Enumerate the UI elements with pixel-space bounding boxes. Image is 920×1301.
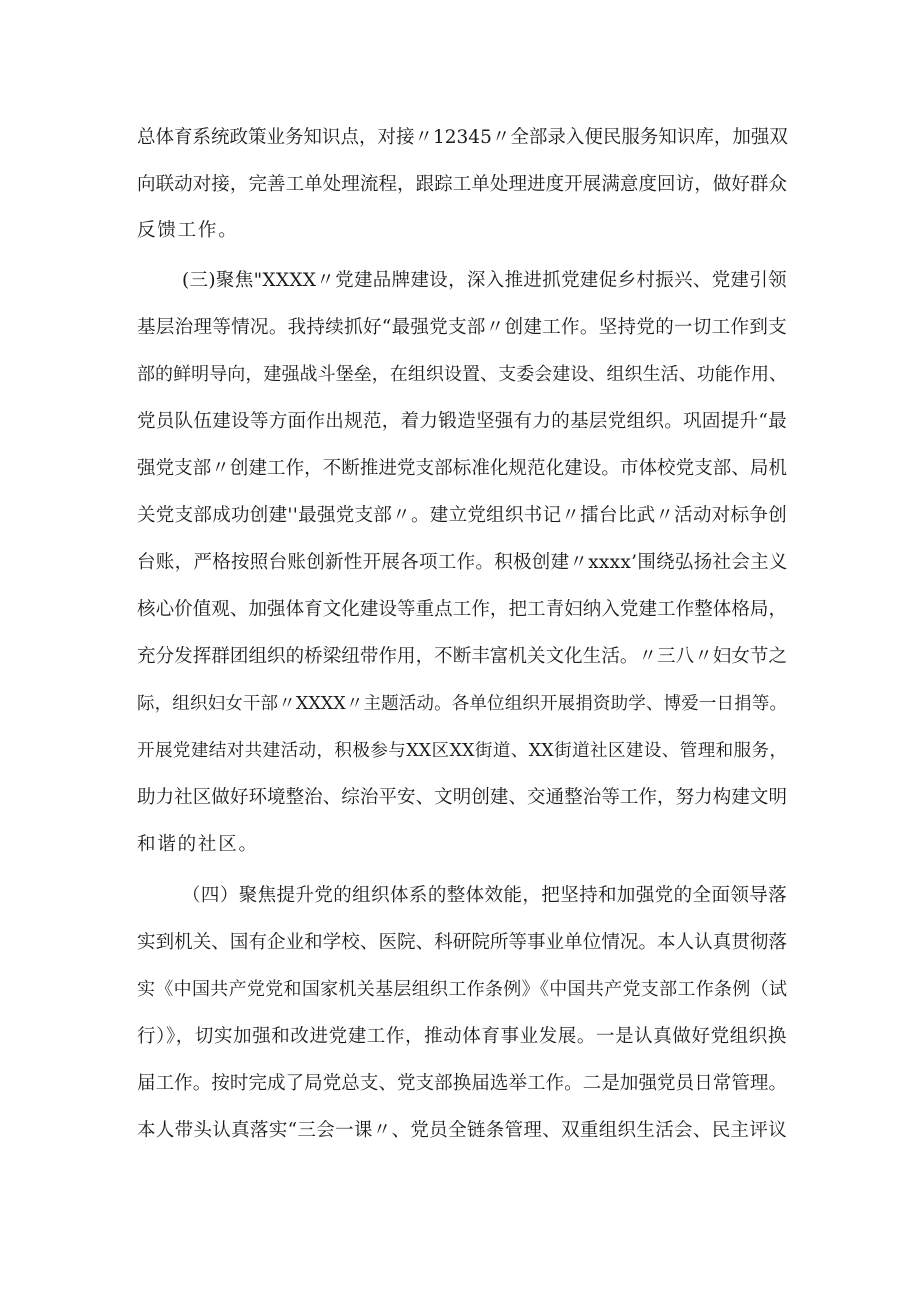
text-line: 行）》，切实加强和改进党建工作，推动体育事业发展。一是认真做好党组织换 [137, 1026, 788, 1047]
text-line: 开展党建结对共建活动，积极参与XX区XX街道、XX街道社区建设、管理和服务， [137, 741, 787, 761]
text-line: 党员队伍建设等方面作出规范，着力锻造坚强有力的基层党组织。巩固提升“最 [137, 411, 787, 432]
text-line: 关党支部成功创建''最强党支部〃。建立党组织书记〃擂台比武〃活动对标争创 [137, 505, 787, 526]
text-line: 反馈工作。 [137, 220, 239, 241]
text-line: 届工作。按时完成了局党总支、党支部换届选举工作。二是加强党员日常管理。 [137, 1073, 787, 1094]
text-line: 部的鲜明导向，建强战斗堡垒，在组织设置、支委会建设、组织生活、功能作用、 [137, 364, 787, 385]
text-line: 实《中国共产党党和国家机关基层组织工作条例》《中国共产党支部工作条例（试 [137, 979, 787, 1000]
text-line: 向联动对接，完善工单处理流程，跟踪工单处理进度开展满意度回访，做好群众 [137, 174, 787, 195]
paragraph-start-line: (三)聚焦"XXXX〃党建品牌建设，深入推进抓党建促乡村振兴、党建引领 [182, 270, 787, 291]
text-line: 基层治理等情况。我持续抓好“最强党支部〃创建工作。坚持党的一切工作到支 [137, 317, 787, 338]
text-line: 本人带头认真落实“三会一课〃、党员全链条管理、双重组织生活会、民主评议 [137, 1120, 787, 1141]
text-line: 强党支部〃创建工作，不断推进党支部标准化规范化建设。市体校党支部、局机 [137, 458, 787, 479]
text-line: 总体育系统政策业务知识点，对接〃12345〃全部录入便民服务知识库，加强双 [137, 127, 788, 148]
text-line: 核心价值观、加强体育文化建设等重点工作，把工青妇纳入党建工作整体格局， [137, 599, 787, 620]
text-line: 实到机关、国有企业和学校、医院、科研院所等事业单位情况。本人认真贯彻落 [137, 932, 787, 953]
text-line: 际，组织妇女干部〃XXXX〃主题活动。各单位组织开展捐资助学、博爱一日捐等。 [137, 694, 787, 714]
text-line: 充分发挥群团组织的桥梁纽带作用，不断丰富机关文化生活。〃三八〃妇女节之 [137, 646, 787, 667]
text-line: 助力社区做好环境整治、综治平安、文明创建、交通整治等工作，努力构建文明 [137, 787, 787, 808]
paragraph-start-line: （四）聚焦提升党的组织体系的整体效能，把坚持和加强党的全面领导落 [182, 885, 787, 906]
text-line: 和谐的社区。 [137, 834, 259, 855]
text-line: 台账，严格按照台账创新性开展各项工作。积极创建〃xxxx’围绕弘扬社会主义 [137, 552, 788, 573]
